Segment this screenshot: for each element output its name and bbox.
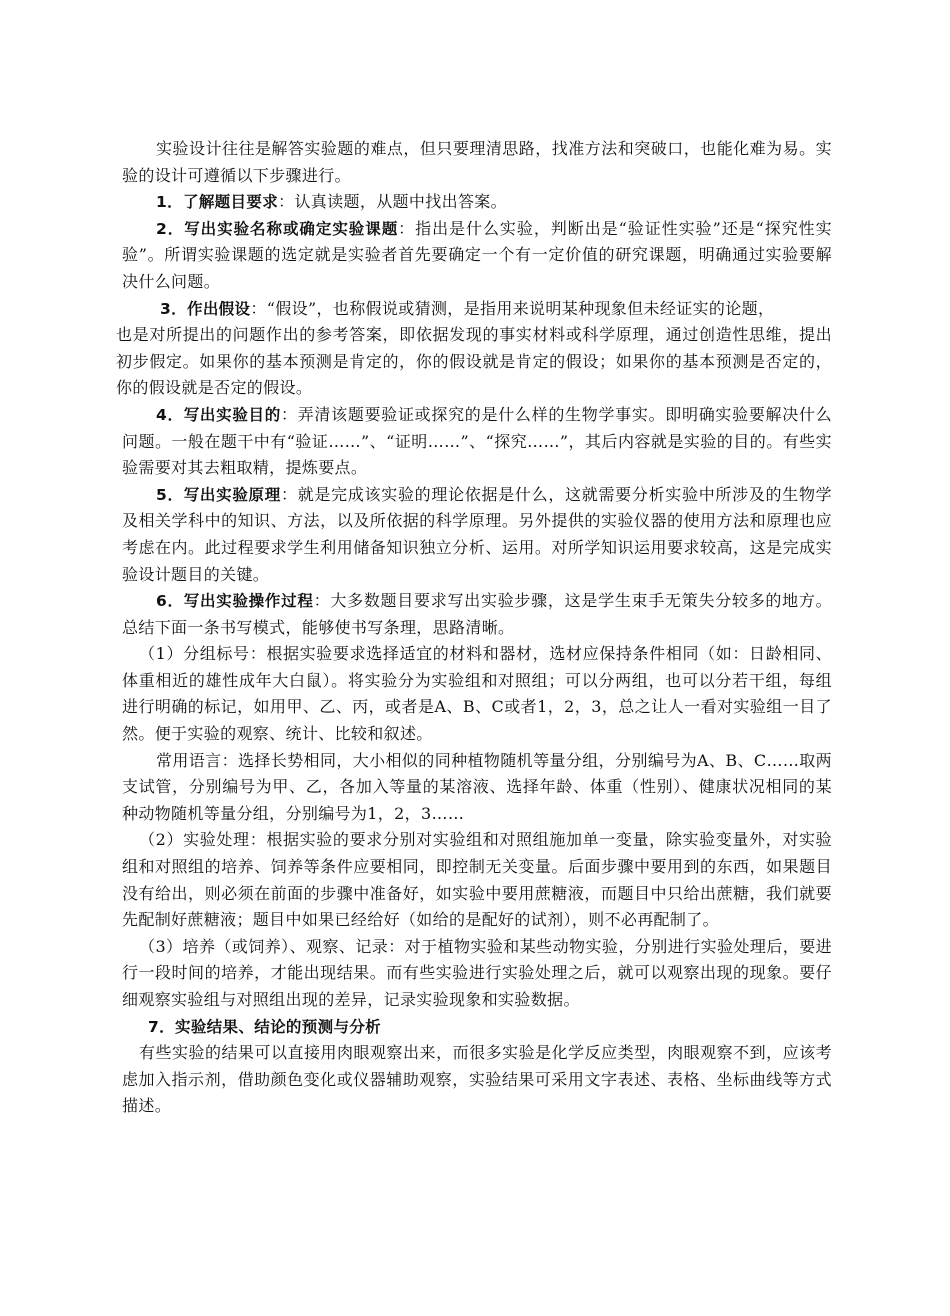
section-2-paragraph [122,216,832,296]
section-4-body: 弄清该题要验证或探究的是什么样的生物学事实。即明确实验要解决什么问题。一般在题干中有“验证……”、“证明……”、“探究……”，其后内容就是实验的目的。有些实验需要对其去粗取精，提炼要点。 [122,404,833,478]
intro-paragraph: 实验设计往往是解答实验题的难点，但只要理清思路，找准方法和突破口，也能化难为易。实验的设计可遵循以下步骤进行。 [122,139,832,185]
section-1-body: 认真读题，从题中找出答案。 [294,192,508,212]
section-3-first-lines [122,296,832,323]
section-1-separator: ： [278,192,295,212]
section-3-body-line1: “假设”，也称假说或猜测，是指用来说明某种现象但未经证实的论题， [266,298,775,318]
section-1-heading: 1．了解题目要求 [156,193,279,212]
section-4-heading: 4．写出实验目的 [156,405,281,424]
section-2-body: 指出是什么实验，判断出是“验证性实验”还是“探究性实验”。所谓实验课题的选定就是实验者首先要确定一个有一定价值的研究课题，明确通过实验要解决什么问题。 [122,218,832,291]
section-2-heading: 2．写出实验名称或确定实验课题 [156,219,399,238]
section-4-paragraph [122,402,832,482]
step-3-paragraph: （3）培养（或饲养）、观察、记录：对于植物实验和某些动物实验，分别进行实验处理后，要进行一段时间的培养，才能出现结果。而有些实验进行实验处理之后，就可以观察出现的现象。要仔细观察实验组与对照组出现的差异，记录实验现象和实验数据。 [122,936,832,1009]
section-7-body: 有些实验的结果可以直接用肉眼观察出来，而很多实验是化学反应类型，肉眼观察不到，应该考虑加入指示剂，借助颜色变化或仪器辅助观察，实验结果可采用文字表述、表格、坐标曲线等方式描述。 [122,1043,832,1116]
section-3-body-rest: 也是对所提出的问题作出的参考答案，即依据发现的事实材料或科学原理，通过创造性思维，提出初步假定。如果你的基本预测是肯定的，你的假设就是肯定的假设；如果你的基本预测是否定的，你的假设就是否定的假设。 [116,325,832,398]
section-6-body: 大多数题目要求写出实验步骤，这是学生束手无策失分较多的地方。总结下面一条书写模式，能够使书写条理，思路清晰。 [122,591,832,637]
section-1-paragraph [122,189,832,216]
common-language-paragraph: 常用语言：选择长势相同，大小相似的同种植物随机等量分组，分别编号为A、B、C……取两支试管，分别编号为甲、乙，各加入等量的某溶液、选择年龄、体重（性别）、健康状况相同的某种动物随机等量分组，分别编号为1，2，3…… [122,750,832,823]
section-3-separator: ： [250,298,267,318]
section-4-separator: ： [280,404,298,424]
section-6-heading: 6．写出实验操作过程 [156,592,314,611]
section-2-separator: ： [398,218,416,238]
section-5-paragraph [122,482,832,588]
section-7-heading: 7．实验结果、结论的预测与分析 [148,1017,382,1036]
section-6-separator: ： [313,591,331,611]
section-3-heading: 3．作出假设 [160,299,251,318]
section-5-heading: 5．写出实验原理 [156,485,281,504]
document-body [116,136,833,1120]
section-7-paragraph [122,1014,832,1041]
section-5-separator: ： [280,484,298,504]
step-2-paragraph: （2）实验处理：根据实验的要求分别对实验组和对照组施加单一变量，除实验变量外，对实验组和对照组的培养、饲养等条件应要相同，即控制无关变量。后面步骤中要用到的东西，如果题目没有给出，则必须在前面的步骤中准备好，如实验中要用蔗糖液，而题目中只给出蔗糖，我们就要先配制好蔗糖液；题目中如果已经给好（如给的是配好的试剂），则不必再配制了。 [122,830,832,930]
step-1-paragraph: （1）分组标号：根据实验要求选择适宜的材料和器材，选材应保持条件相同（如：日龄相同、体重相近的雄性成年大白鼠）。将实验分为实验组和对照组；可以分两组，也可以分若干组，每组进行明确的标记，如用甲、乙、丙，或者是A、B、C或者1，2，3，总之让人一看对实验组一目了然。便于实验的观察、统计、比较和叙述。 [122,644,832,744]
section-5-body: 就是完成该实验的理论依据是什么，这就需要分析实验中所涉及的生物学及相关学科中的知识、方法，以及所依据的科学原理。另外提供的实验仪器的使用方法和原理也应考虑在内。此过程要求学生利用储备知识独立分析、运用。对所学知识运用要求较高，这是完成实验设计题目的关键。 [122,484,833,584]
section-6-paragraph [122,588,832,641]
